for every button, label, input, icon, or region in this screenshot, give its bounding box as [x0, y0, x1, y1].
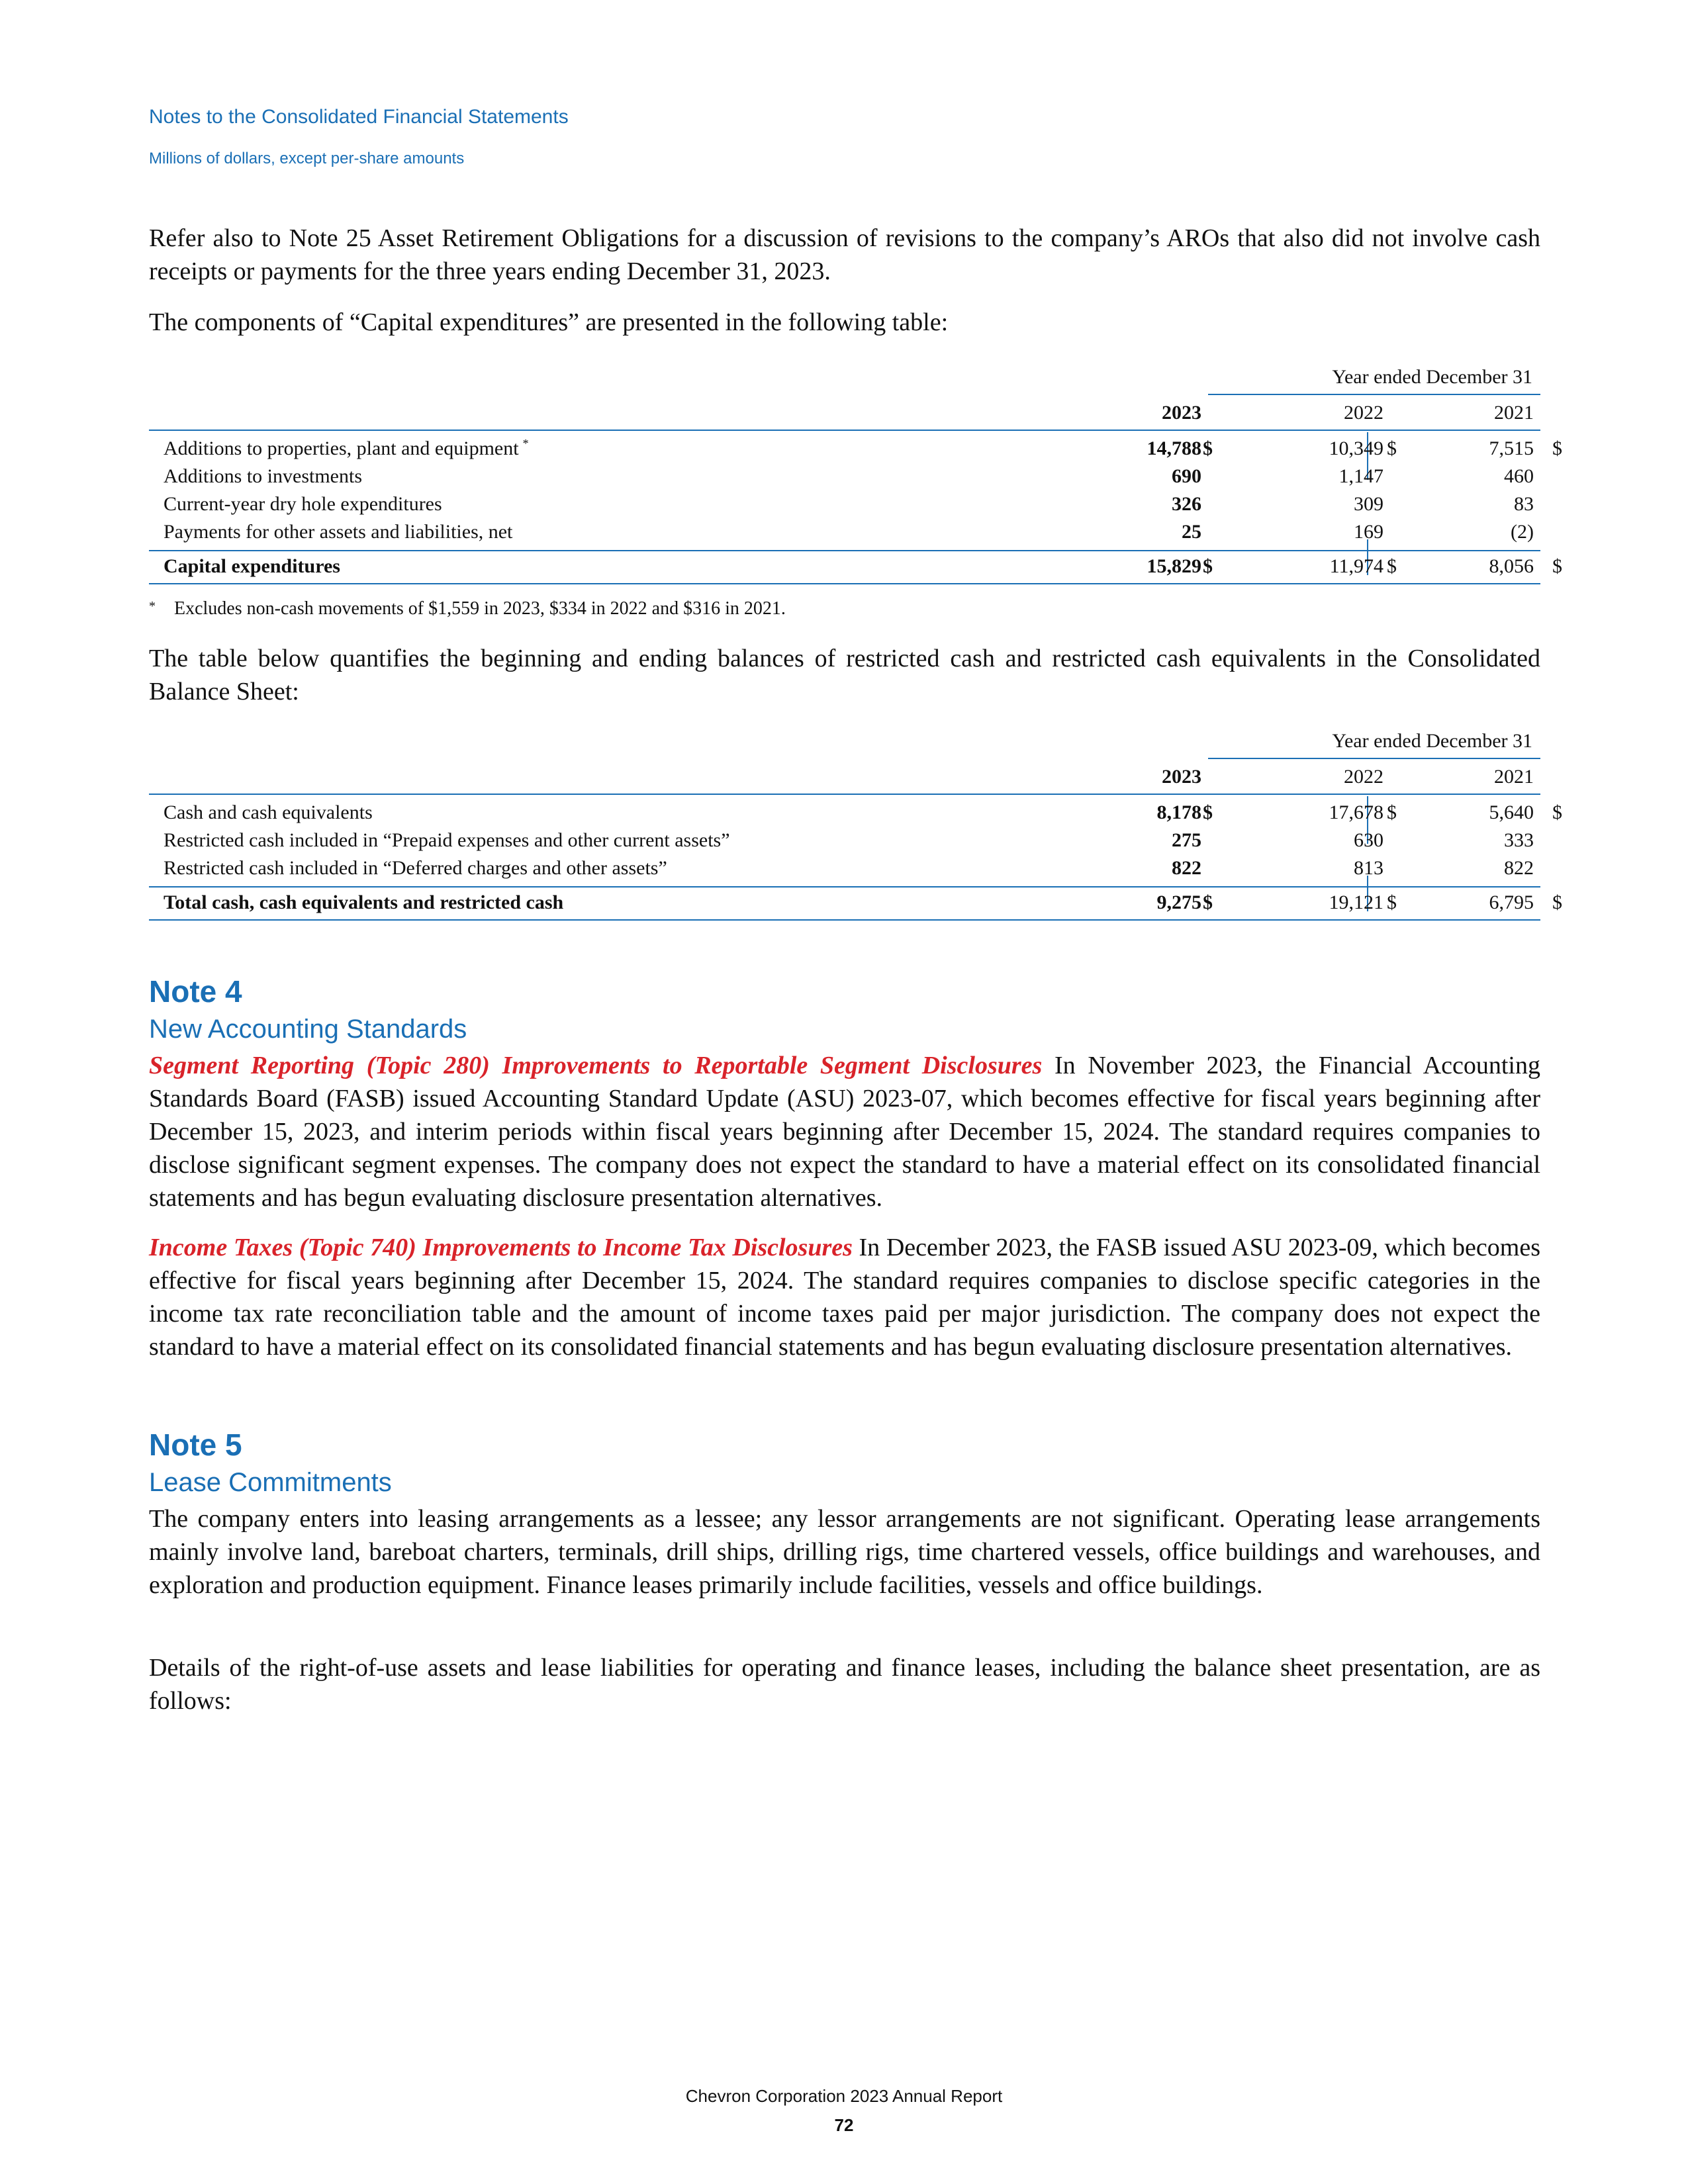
aro-paragraph: Refer also to Note 25 Asset Retirement Obligations for a discussion of revisions to the company’s AROs that also did not involve cash receipts or payments for the three years ending December 31, 2023.: [149, 224, 1540, 285]
year-2021-header: 2021: [1494, 766, 1534, 788]
table-row: [149, 854, 1540, 882]
value-2023: 8,178: [1156, 801, 1201, 823]
note5-details-paragraph: Details of the right-of-use assets and lease liabilities for operating and finance leases, including the balance sheet presentation, are as follows:: [149, 1654, 1540, 1715]
year-2023-header: 2023: [1162, 402, 1201, 424]
value-2022: 309: [1354, 493, 1383, 515]
value-2021: 822: [1504, 857, 1534, 879]
value-2022: 11,974: [1329, 555, 1383, 577]
value-2021: 6,795: [1489, 891, 1534, 913]
income-taxes-body: In December 2023, the FASB issued ASU 2023-09, which becomes effective for fiscal years beginning after December 15, 2024. The standard requires companies to disclose specific categories in the income tax rate reconciliation table and the amount of income taxes paid per major jurisdiction. The company does not expect the standard to have a material effect on its consolidated financial statements and has begun evaluating disclosure presentation alternatives.: [149, 1234, 1540, 1361]
table-rule: [149, 886, 1540, 887]
table-bottom-rule: [149, 919, 1540, 921]
running-header-subtitle: Millions of dollars, except per-share amounts: [149, 150, 465, 167]
row-label: Cash and cash equivalents: [164, 801, 373, 823]
value-2023: 275: [1172, 829, 1201, 851]
value-2022: 19,121: [1329, 891, 1383, 913]
currency-symbol: $: [1387, 801, 1397, 823]
value-2021: 5,640: [1489, 801, 1534, 823]
year-2022-header: 2022: [1344, 402, 1383, 424]
note5-lease-paragraph: The company enters into leasing arrangements as a lessee; any lessor arrangements are not significant. Operating lease arrangements mainly involve land, bareboat charters, terminals, drill ships, drilling rigs, time chartered vessels, office buildings and warehouses, and exploration and production equipment. Finance leases primarily include facilities, vessels and office buildings.: [149, 1505, 1540, 1599]
restricted-cash-intro: The table below quantifies the beginning and ending balances of restricted cash and restricted cash equivalents in the Consolidated Balance Sheet:: [149, 645, 1540, 705]
value-2021: 460: [1504, 465, 1534, 487]
note4-income-tax-paragraph: [149, 1231, 1540, 1363]
table-row: [149, 827, 1540, 854]
capex-table: [149, 361, 1562, 589]
value-2022: 813: [1354, 857, 1383, 879]
row-label: Additions to investments: [164, 465, 362, 487]
row-label: Additions to properties, plant and equipment: [164, 437, 519, 459]
income-taxes-lead: Income Taxes (Topic 740) Improvements to Income Tax Disclosures: [149, 1234, 853, 1261]
currency-symbol: $: [1552, 437, 1562, 459]
segment-reporting-lead: Segment Reporting (Topic 280) Improvements to Reportable Segment Disclosures: [149, 1052, 1043, 1079]
page-number: 72: [834, 2115, 854, 2135]
value-2021: 83: [1514, 493, 1534, 515]
running-header-title: Notes to the Consolidated Financial Statements: [149, 106, 569, 128]
note4-subheading: New Accounting Standards: [149, 1015, 467, 1044]
value-2021: 8,056: [1489, 555, 1534, 577]
currency-symbol: $: [1203, 801, 1213, 823]
value-2022: 1,147: [1338, 465, 1383, 487]
currency-symbol: $: [1203, 891, 1213, 913]
currency-symbol: $: [1387, 555, 1397, 577]
value-2022: 17,678: [1329, 801, 1383, 823]
header-rule: [1208, 758, 1540, 759]
total-row: [149, 553, 1562, 580]
table-row: [149, 463, 1540, 490]
value-2021: 7,515: [1489, 437, 1534, 459]
row-label: Payments for other assets and liabilities, net: [164, 521, 513, 543]
currency-symbol: $: [1552, 801, 1562, 823]
table-rule: [149, 550, 1540, 551]
currency-symbol: $: [1203, 555, 1213, 577]
total-label: Capital expenditures: [164, 555, 340, 577]
capex-footnote: [149, 596, 786, 622]
value-2023: 14,788: [1147, 437, 1201, 459]
footnote-marker: *: [149, 599, 156, 614]
table-bottom-rule: [149, 583, 1540, 584]
value-2023: 822: [1172, 857, 1201, 879]
table-row: [149, 518, 1540, 546]
header-rule: [1208, 394, 1540, 395]
total-row: [149, 889, 1562, 917]
currency-symbol: $: [1552, 555, 1562, 577]
table-rule: [149, 794, 1540, 795]
note5-subheading: Lease Commitments: [149, 1468, 392, 1497]
footnote-marker: *: [522, 437, 529, 450]
value-2022: 169: [1354, 521, 1383, 543]
currency-symbol: $: [1387, 437, 1397, 459]
value-2023: 326: [1172, 493, 1201, 515]
year-header: Year ended December 31: [1332, 366, 1532, 388]
table-row: [149, 435, 1562, 463]
table-row: [149, 490, 1540, 518]
value-2023: 15,829: [1147, 555, 1201, 577]
table-row: [149, 799, 1562, 827]
value-2022: 630: [1354, 829, 1383, 851]
year-2021-header: 2021: [1494, 402, 1534, 424]
year-2022-header: 2022: [1344, 766, 1383, 788]
currency-symbol: $: [1387, 891, 1397, 913]
row-label: Current-year dry hole expenditures: [164, 493, 442, 515]
value-2021: (2): [1511, 521, 1534, 543]
value-2023: 690: [1172, 465, 1201, 487]
value-2023: 9,275: [1156, 891, 1201, 913]
currency-symbol: $: [1552, 891, 1562, 913]
currency-symbol: $: [1203, 437, 1213, 459]
total-label: Total cash, cash equivalents and restricted cash: [164, 891, 564, 913]
year-header: Year ended December 31: [1332, 730, 1532, 752]
table-rule: [149, 430, 1540, 431]
footer-report-title: Chevron Corporation 2023 Annual Report: [685, 2086, 1003, 2106]
note4-segment-paragraph: [149, 1049, 1540, 1214]
value-2021: 333: [1504, 829, 1534, 851]
capex-intro-paragraph: The components of “Capital expenditures” are presented in the following table:: [149, 308, 949, 336]
cash-table: [149, 725, 1562, 923]
footnote-text: Excludes non-cash movements of $1,559 in 2023, $334 in 2022 and $316 in 2021.: [174, 598, 786, 619]
note4-heading: Note 4: [149, 974, 242, 1009]
row-label: Restricted cash included in “Prepaid expenses and other current assets”: [164, 829, 730, 851]
value-2022: 10,349: [1329, 437, 1383, 459]
segment-reporting-body: In November 2023, the Financial Accounting Standards Board (FASB) issued Accounting Standard Update (ASU) 2023-07, which becomes effective for fiscal years beginning after December 15, 2023, and interim periods within fiscal years beginning after December 15, 2024. The standard requires companies to disclose significant segment expenses. The company does not expect the standard to have a material effect on its consolidated financial statements and has begun evaluating disclosure presentation alternatives.: [149, 1052, 1540, 1212]
year-2023-header: 2023: [1162, 766, 1201, 788]
row-label: Restricted cash included in “Deferred charges and other assets”: [164, 857, 667, 879]
value-2023: 25: [1182, 521, 1201, 543]
note5-heading: Note 5: [149, 1428, 242, 1462]
